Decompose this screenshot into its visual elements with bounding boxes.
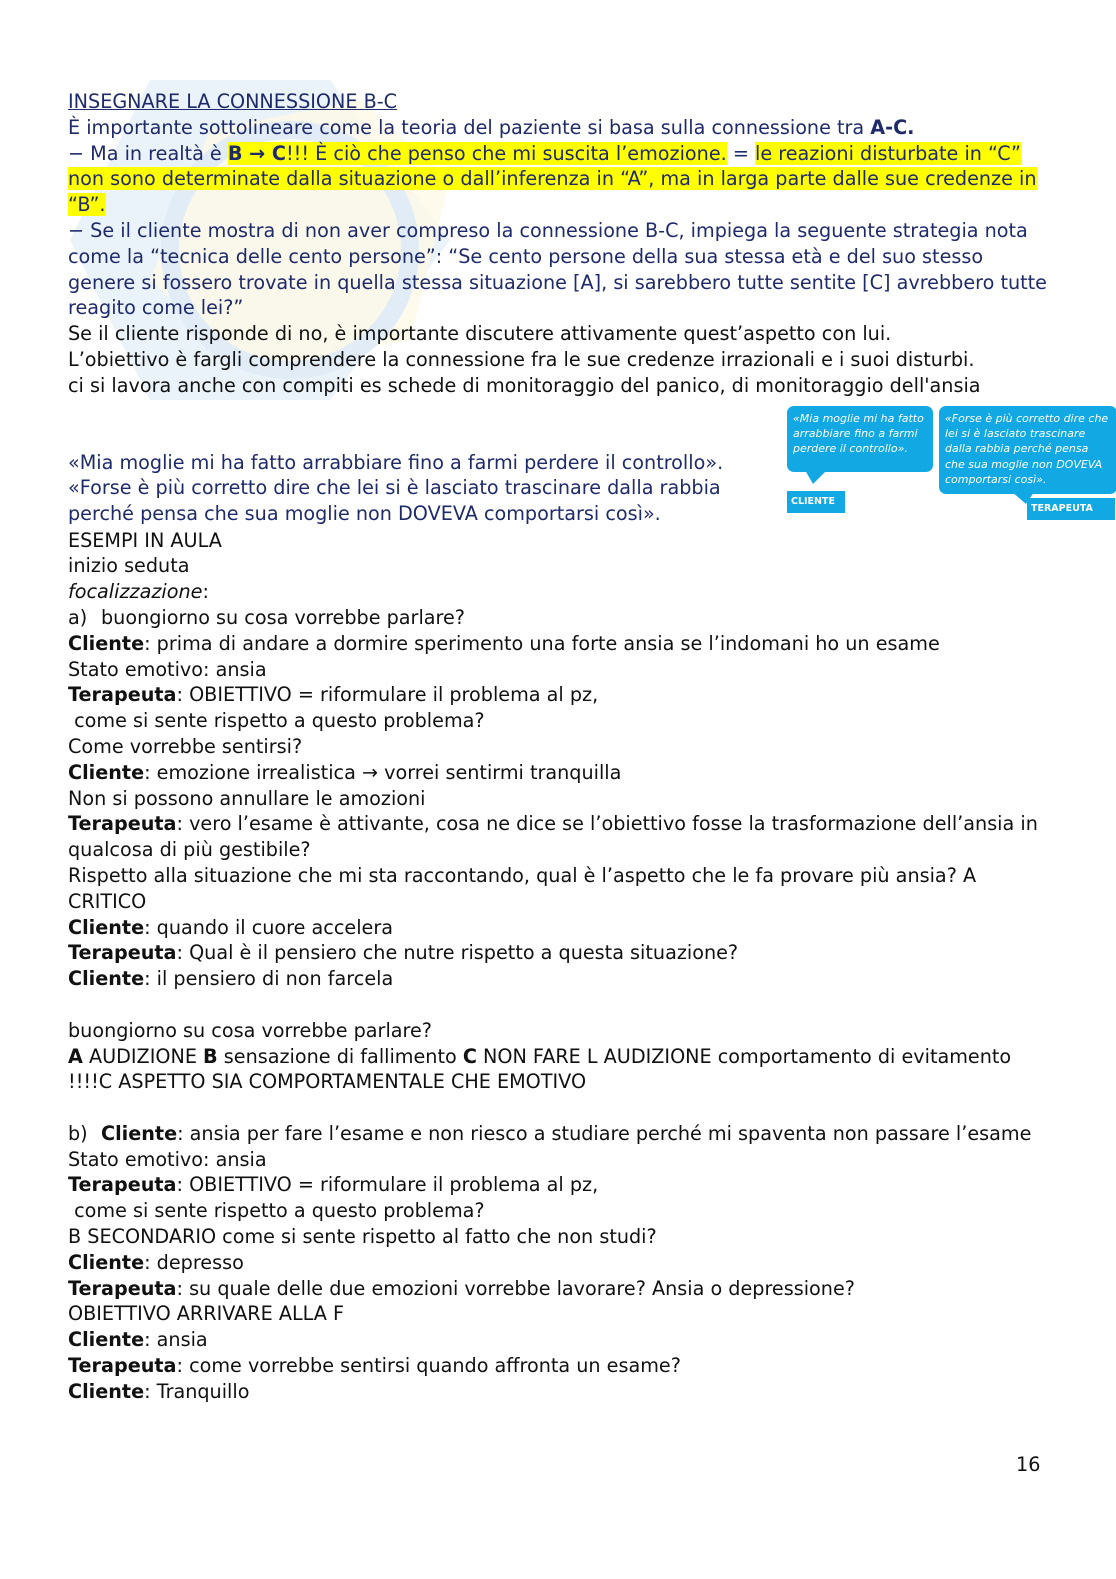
example-b: b) Cliente: ansia per fare l’esame e non riesco a studiare perché mi spaventa non passare l’esame — [68, 1121, 1032, 1145]
note-line: Rispetto alla situazione che mi sta raccontando, qual è l’aspetto che le fa provare più ansia? A CRITICO — [68, 863, 977, 913]
dialogue-line: Cliente: depresso — [68, 1250, 244, 1274]
dialogue-line: Terapeuta: OBIETTIVO = riformulare il problema al pz, — [68, 683, 599, 707]
session-start: inizio seduta — [68, 554, 190, 578]
dialogue-line: come si sente rispetto a questo problema? — [68, 709, 485, 733]
example-a-question: a) buongiorno su cosa vorrebbe parlare? — [68, 605, 465, 629]
dialogue-line: Terapeuta: su quale delle due emozioni vorrebbe lavorare? Ansia o depressione? — [68, 1276, 855, 1300]
hundred-people-strategy: − Se il cliente mostra di non aver compreso la connessione B-C, impiega la seguente strategia nota come la “tecnica delle cento persone”: “Se cento persone della sua stessa età e del suo stesso genere si fossero trovate in quella stessa situazione [A], si sarebbero tutte sentite [C] avrebbero tutte reagito come lei?” — [68, 218, 1047, 320]
client-quote: «Mia moglie mi ha fatto arrabbiare fino a farmi perdere il controllo». — [68, 450, 724, 474]
quote-text — [68, 450, 788, 527]
note-line: B SECONDARIO come si sente rispetto al fatto che non studi? — [68, 1225, 657, 1249]
dialogue-line: Terapeuta: OBIETTIVO = riformulare il problema al pz, — [68, 1173, 599, 1197]
dialogue-line: Terapeuta: Qual è il pensiero che nutre rispetto a questa situazione? — [68, 941, 739, 965]
intro-line: È importante sottolineare come la teoria del paziente si basa sulla connessione tra A-C. — [68, 115, 915, 139]
dialogue-line: Cliente: ansia — [68, 1328, 208, 1352]
paragraph-discuss: Se il cliente risponde di no, è importante discutere attivamente quest’aspetto con lui. — [68, 322, 892, 346]
page-number: 16 — [1016, 1453, 1041, 1476]
client-bubble-tail — [805, 470, 827, 484]
dialogue-line: Cliente: il pensiero di non farcela — [68, 967, 394, 991]
therapist-tag: TERAPEUTA — [1027, 498, 1115, 520]
note-line: OBIETTIVO ARRIVARE ALLA F — [68, 1302, 345, 1326]
therapist-speech-bubble: «Forse è più corretto dire che lei si è lasciato trascinare dalla rabbia perché pensa che sua moglie non DOVEVA comportarsi così». — [939, 406, 1116, 494]
paragraph-homework: ci si lavora anche con compiti es schede di monitoraggio del panico, di monitoraggio dell'ansia — [68, 373, 981, 397]
dialogue-line: Cliente: quando il cuore accelera — [68, 915, 393, 939]
note-line: Non si possono annullare le amozioni — [68, 786, 426, 810]
dialogue-line: Terapeuta: come vorrebbe sentirsi quando affronta un esame? — [68, 1354, 681, 1378]
dialogue-line: Terapeuta: vero l’esame è attivante, cosa ne dice se l’obiettivo fosse la trasformazione dell’ansia in qualcosa di più gestibile? — [68, 812, 1038, 862]
dialogue-line: Cliente: prima di andare a dormire sperimento una forte ansia se l’indomani ho un esame — [68, 631, 940, 655]
dialogue-line: Cliente: Tranquillo — [68, 1379, 250, 1403]
focus-label: focalizzazione: — [68, 580, 209, 604]
quote-block — [68, 399, 1109, 528]
spacer — [68, 1095, 1048, 1121]
therapist-quote: «Forse è più corretto dire che lei si è lasciato trascinare dalla rabbia perché pensa che sua moglie non DOVEVA comportarsi così». — [68, 476, 721, 526]
bc-connection-paragraph: − Ma in realtà è B → C!!! È ciò che penso che mi suscita l’emozione. = le reazioni disturbate in “C” non sono determinate dalla situazione o dall’inferenza in “A”, ma in larga parte dalle sue credenze in “B”. — [68, 141, 1037, 217]
page-content — [68, 89, 1109, 1405]
dialogue-line: come si sente rispetto a questo problema? — [68, 1199, 485, 1223]
dialogue-line: Cliente: emozione irrealistica → vorrei sentirmi tranquilla — [68, 760, 622, 784]
examples-title: ESEMPI IN AULA — [68, 528, 222, 552]
dialogue-line: Come vorrebbe sentirsi? — [68, 734, 303, 758]
spacer — [68, 992, 1048, 1018]
client-tag: CLIENTE — [787, 491, 845, 513]
abc-analysis: A AUDIZIONE B sensazione di fallimento C NON FARE L AUDIZIONE comportamento di evitamento !!!!C ASPETTO SIA COMPORTAMENTALE CHE EMOTIVO — [68, 1044, 1012, 1094]
emotional-state: Stato emotivo: ansia — [68, 657, 267, 681]
section-heading: INSEGNARE LA CONNESSIONE B-C — [68, 90, 398, 113]
paragraph-objective: L’obiettivo è fargli comprendere la connessione fra le sue credenze irrazionali e i suoi disturbi. — [68, 347, 975, 371]
emotional-state: Stato emotivo: ansia — [68, 1147, 267, 1171]
dialogue-illustration — [787, 406, 1116, 521]
client-speech-bubble: «Mia moglie mi ha fatto arrabbiare fino a farmi perdere il controllo». — [787, 406, 933, 472]
second-question: buongiorno su cosa vorrebbe parlare? — [68, 1018, 432, 1042]
